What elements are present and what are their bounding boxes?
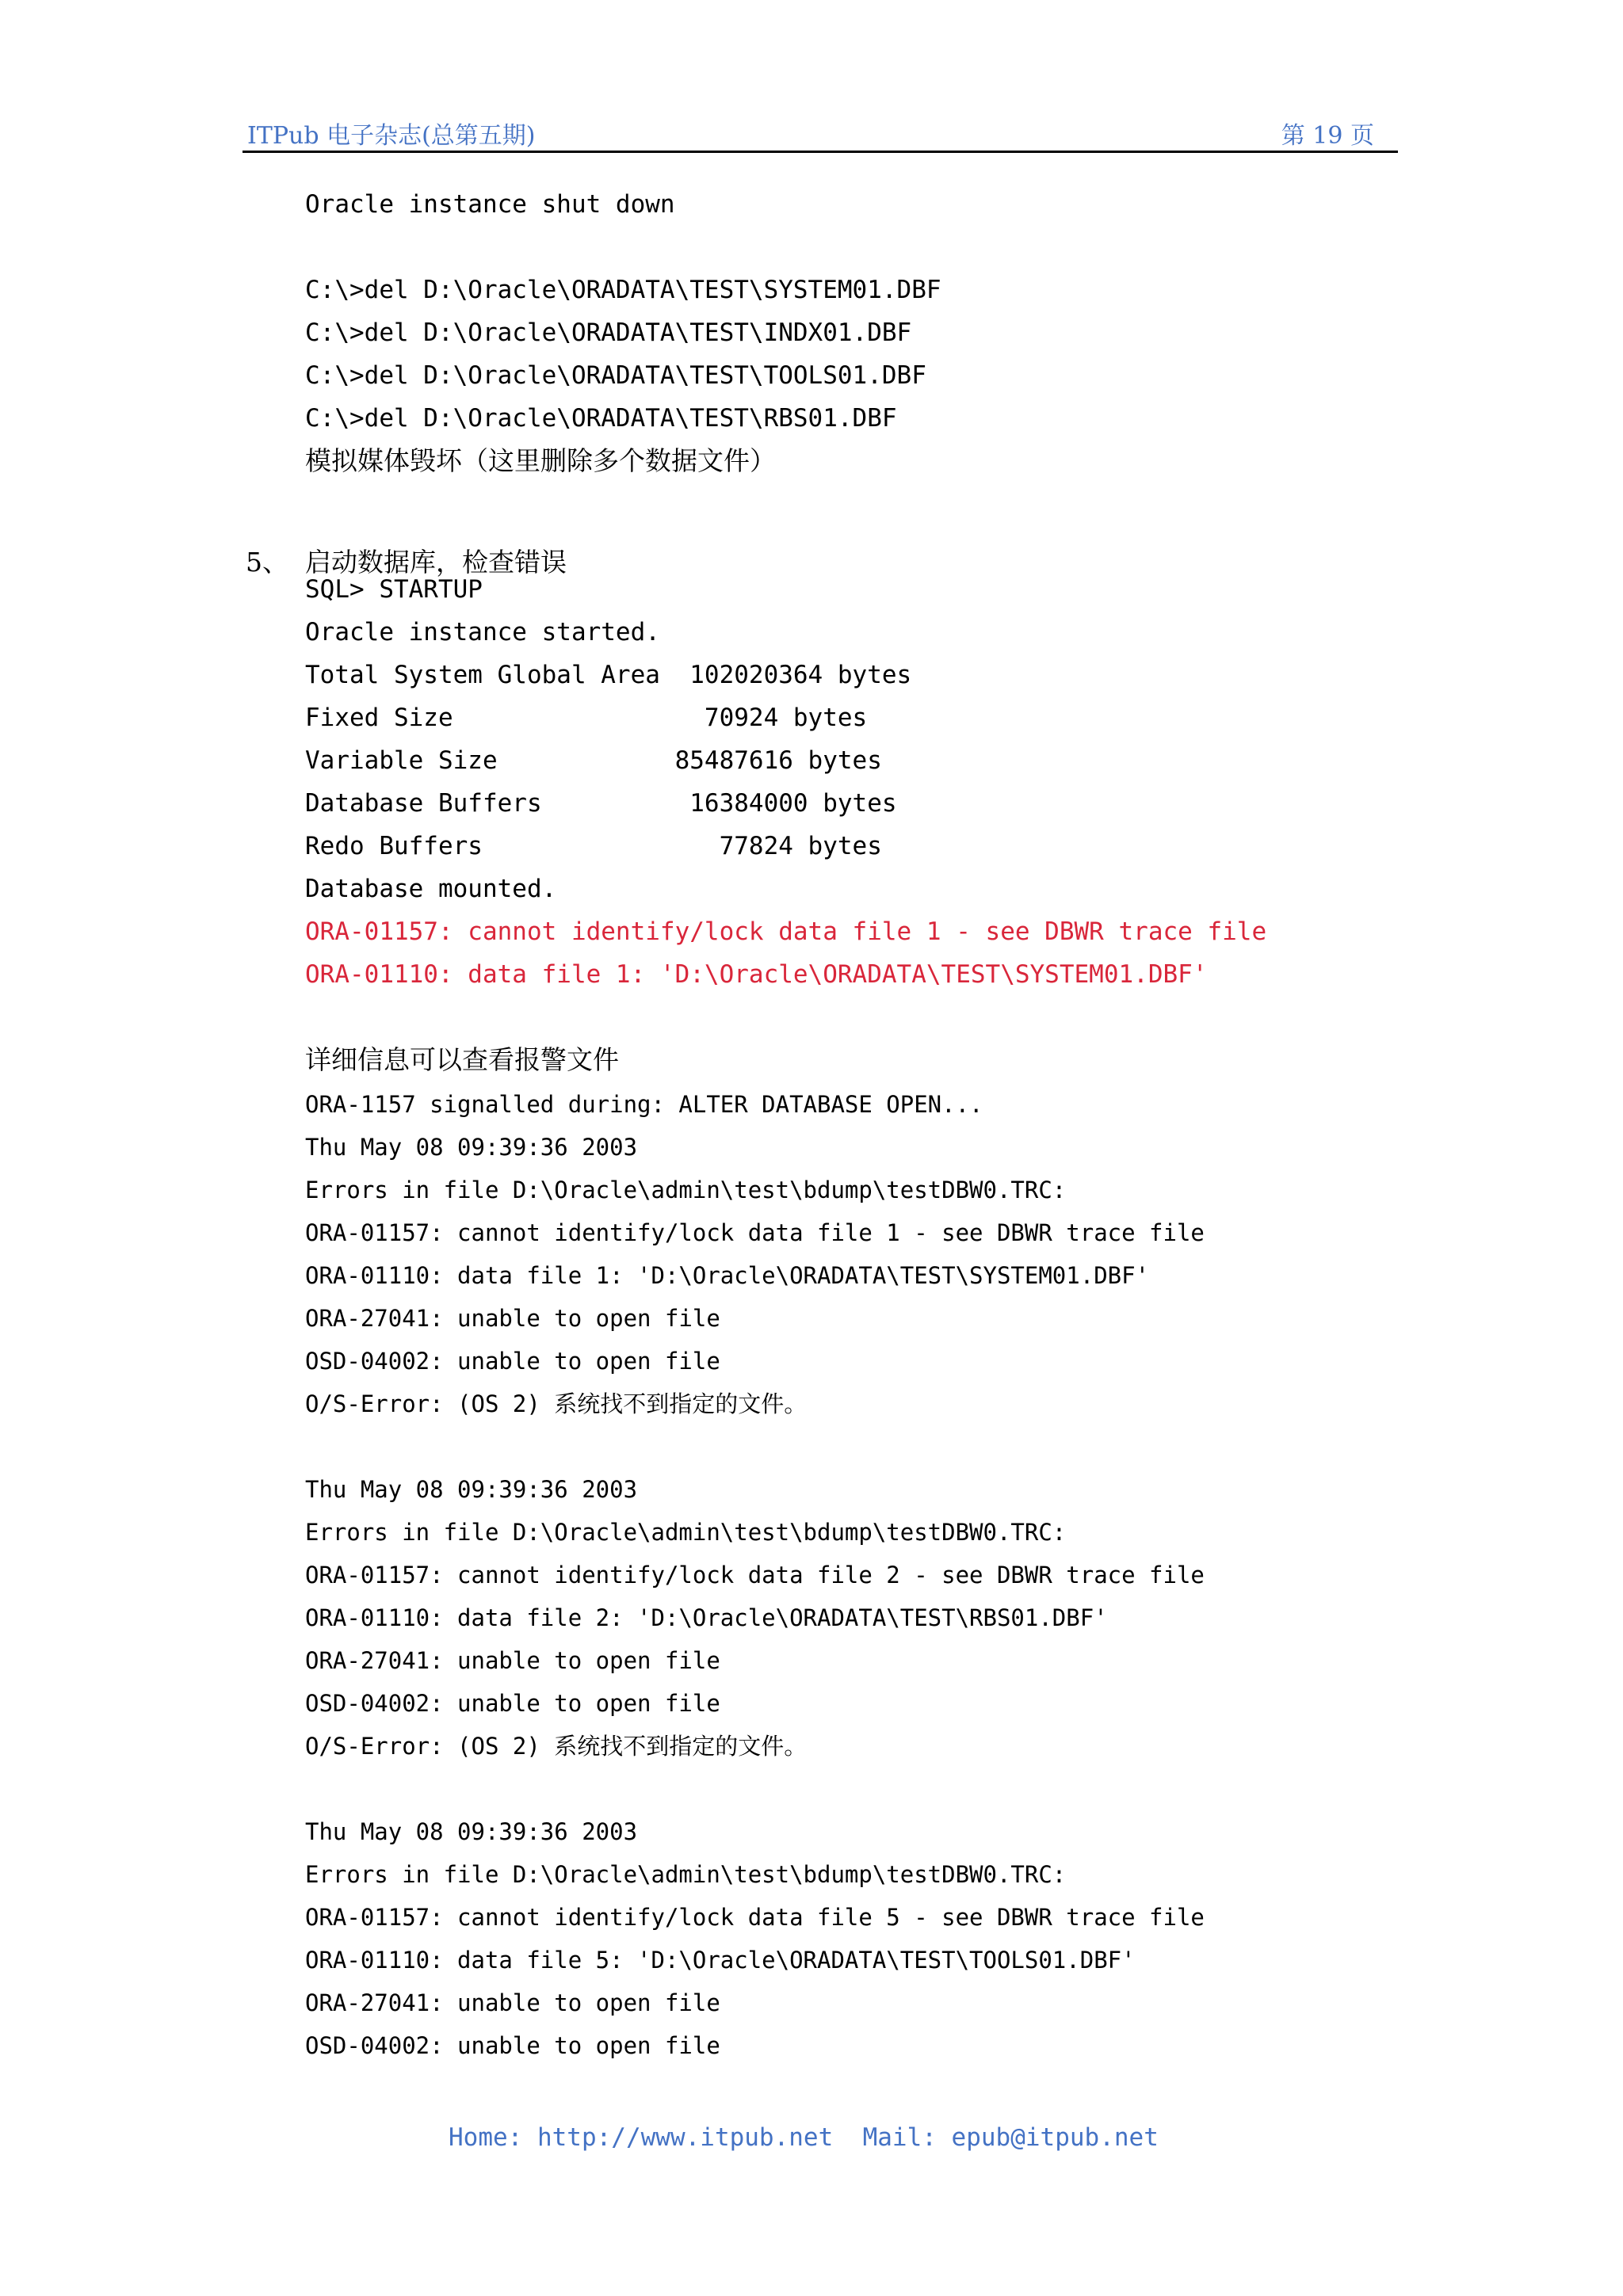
text-line: Errors in file D:\Oracle\admin\test\bdump\testDBW0.TRC: xyxy=(305,1861,1067,1888)
text-line: ORA-1157 signalled during: ALTER DATABASE OPEN... xyxy=(305,1091,983,1118)
header-divider xyxy=(242,151,1398,153)
text-line: ORA-27041: unable to open file xyxy=(305,1647,720,1674)
page-footer: Home: http://www.itpub.net Mail: epub@itpub.net xyxy=(449,2123,1159,2152)
text-line: OSD-04002: unable to open file xyxy=(305,2032,720,2059)
text-line: C:\>del D:\Oracle\ORADATA\TEST\RBS01.DBF xyxy=(305,404,897,433)
text-line: ORA-01110: data file 2: 'D:\Oracle\ORADATA\TEST\RBS01.DBF' xyxy=(305,1604,1108,1631)
text-line: Oracle instance started. xyxy=(305,618,660,646)
text-line: ORA-01110: data file 1: 'D:\Oracle\ORADATA\TEST\SYSTEM01.DBF' xyxy=(305,1262,1150,1289)
text-line: Database mounted. xyxy=(305,875,557,903)
text-line: Errors in file D:\Oracle\admin\test\bdump\testDBW0.TRC: xyxy=(305,1519,1067,1546)
text-line: ORA-01157: cannot identify/lock data file 2 - see DBWR trace file xyxy=(305,1562,1205,1589)
text-line: Variable Size 85487616 bytes xyxy=(305,746,882,775)
text-line: Errors in file D:\Oracle\admin\test\bdump\testDBW0.TRC: xyxy=(305,1177,1067,1203)
text-line: Fixed Size 70924 bytes xyxy=(305,704,868,732)
step-heading: 启动数据库，检查错误 xyxy=(305,547,567,578)
text-line: ORA-01157: cannot identify/lock data file 5 - see DBWR trace file xyxy=(305,1904,1205,1931)
page-number: 第 19 页 xyxy=(1281,122,1374,150)
step-number: 5、 xyxy=(246,547,288,578)
page-header xyxy=(244,116,1398,151)
magazine-title: ITPub 电子杂志(总第五期) xyxy=(247,122,536,150)
text-line: 详细信息可以查看报警文件 xyxy=(305,1044,619,1075)
error-line: ORA-01157: cannot identify/lock data file 1 - see DBWR trace file xyxy=(305,917,1267,946)
text-line: O/S-Error: (OS 2) 系统找不到指定的文件。 xyxy=(305,1390,808,1417)
text-line: OSD-04002: unable to open file xyxy=(305,1348,720,1375)
text-line: SQL> STARTUP xyxy=(305,575,483,604)
text-line: Redo Buffers 77824 bytes xyxy=(305,832,882,860)
text-line: C:\>del D:\Oracle\ORADATA\TEST\INDX01.DBF xyxy=(305,318,912,347)
text-line: Database Buffers 16384000 bytes xyxy=(305,789,897,818)
text-line: OSD-04002: unable to open file xyxy=(305,1690,720,1717)
text-line: C:\>del D:\Oracle\ORADATA\TEST\TOOLS01.DBF xyxy=(305,361,926,390)
text-line: C:\>del D:\Oracle\ORADATA\TEST\SYSTEM01.DBF xyxy=(305,276,941,304)
error-line: ORA-01110: data file 1: 'D:\Oracle\ORADATA\TEST\SYSTEM01.DBF' xyxy=(305,960,1208,989)
text-line: ORA-27041: unable to open file xyxy=(305,1305,720,1332)
text-line: O/S-Error: (OS 2) 系统找不到指定的文件。 xyxy=(305,1733,808,1760)
text-line: ORA-01157: cannot identify/lock data file 1 - see DBWR trace file xyxy=(305,1219,1205,1246)
text-line: ORA-01110: data file 5: 'D:\Oracle\ORADATA\TEST\TOOLS01.DBF' xyxy=(305,1947,1136,1974)
text-line: Thu May 08 09:39:36 2003 xyxy=(305,1134,638,1161)
text-line: Total System Global Area 102020364 bytes xyxy=(305,661,912,689)
text-line: 模拟媒体毁坏（这里删除多个数据文件） xyxy=(305,445,776,476)
text-line: Thu May 08 09:39:36 2003 xyxy=(305,1476,638,1503)
text-line: Oracle instance shut down xyxy=(305,190,675,219)
text-line: Thu May 08 09:39:36 2003 xyxy=(305,1818,638,1845)
text-line: ORA-27041: unable to open file xyxy=(305,1989,720,2016)
